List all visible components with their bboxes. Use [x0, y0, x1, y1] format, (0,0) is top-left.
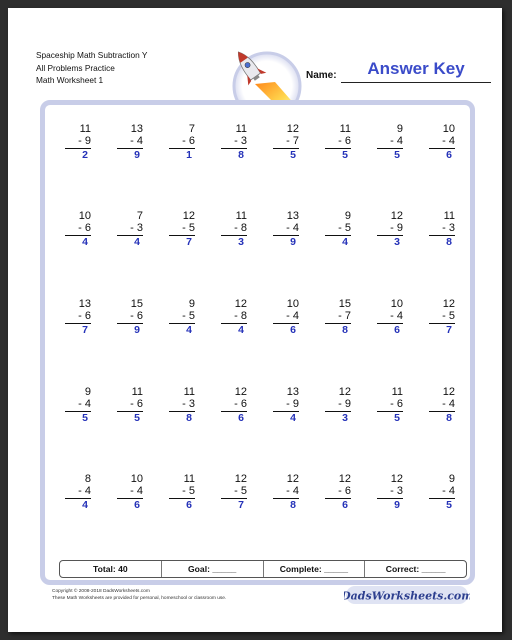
problems-board [40, 100, 475, 585]
worksheet-subtitle: All Problems Practice [36, 62, 115, 73]
worksheet-title: Spaceship Math Subtraction Y [36, 50, 148, 60]
answer: 5 [394, 412, 400, 424]
minuend: 9 [344, 210, 351, 222]
answer: 9 [134, 149, 140, 161]
subtrahend: - 4 [377, 135, 403, 149]
answer: 9 [394, 499, 400, 511]
answer: 8 [238, 149, 244, 161]
minuend: 10 [130, 473, 143, 485]
answer: 6 [342, 499, 348, 511]
worksheet-number: Math Worksheet 1 [36, 75, 104, 85]
answer: 4 [290, 412, 296, 424]
answer: 3 [394, 236, 400, 248]
subtrahend: - 4 [65, 398, 91, 412]
subtrahend: - 3 [169, 398, 195, 412]
answer: 7 [186, 236, 192, 248]
complete-cell: Complete: _____ [264, 561, 366, 577]
subtrahend: - 6 [169, 135, 195, 149]
minuend: 12 [234, 473, 247, 485]
answer: 9 [134, 324, 140, 336]
subtraction-problem [429, 473, 455, 512]
subtraction-problem [325, 473, 351, 512]
subtraction-problem [169, 210, 195, 249]
minuend: 12 [286, 473, 299, 485]
subtrahend: - 4 [429, 485, 455, 499]
subtraction-problem [325, 386, 351, 425]
name-line [341, 82, 491, 83]
subtrahend: - 4 [117, 135, 143, 149]
subtrahend: - 9 [65, 135, 91, 149]
subtrahend: - 4 [429, 398, 455, 412]
minuend: 15 [338, 298, 351, 310]
minuend: 9 [84, 386, 91, 398]
subtrahend: - 6 [325, 485, 351, 499]
subtrahend: - 4 [377, 310, 403, 324]
subtraction-problem [117, 473, 143, 512]
answer: 7 [238, 499, 244, 511]
answer: 4 [82, 236, 88, 248]
subtrahend: - 5 [221, 485, 247, 499]
subtrahend: - 6 [377, 398, 403, 412]
subtraction-problem [117, 298, 143, 337]
minuend: 12 [234, 298, 247, 310]
answer: 4 [186, 324, 192, 336]
answer: 6 [238, 412, 244, 424]
minuend: 7 [136, 210, 143, 222]
subtrahend: - 5 [325, 222, 351, 236]
subtrahend: - 5 [169, 485, 195, 499]
answer: 5 [290, 149, 296, 161]
answer: 9 [290, 236, 296, 248]
minuend: 12 [286, 123, 299, 135]
subtraction-problem [221, 298, 247, 337]
minuend: 10 [390, 298, 403, 310]
answer: 8 [290, 499, 296, 511]
minuend: 12 [234, 386, 247, 398]
subtrahend: - 6 [221, 398, 247, 412]
minuend: 11 [183, 386, 195, 398]
subtraction-problem [377, 210, 403, 249]
answer: 6 [290, 324, 296, 336]
goal-cell: Goal: _____ [162, 561, 264, 577]
subtrahend: - 7 [273, 135, 299, 149]
subtraction-problem [169, 473, 195, 512]
answer: 6 [134, 499, 140, 511]
subtrahend: - 6 [65, 222, 91, 236]
subtrahend: - 9 [325, 398, 351, 412]
subtraction-problem [377, 298, 403, 337]
minuend: 12 [182, 210, 195, 222]
subtraction-problem [273, 210, 299, 249]
subtraction-problem [65, 210, 91, 249]
minuend: 13 [286, 210, 299, 222]
minuend: 11 [235, 123, 247, 135]
worksheet-page [8, 8, 502, 632]
subtraction-problem [273, 386, 299, 425]
minuend: 15 [130, 298, 143, 310]
subtrahend: - 4 [117, 485, 143, 499]
answer: 4 [342, 236, 348, 248]
minuend: 12 [442, 298, 455, 310]
answer: 1 [186, 149, 192, 161]
subtrahend: - 3 [117, 222, 143, 236]
minuend: 11 [183, 473, 195, 485]
problems-grid [45, 105, 470, 580]
minuend: 11 [443, 210, 455, 222]
answer: 4 [82, 499, 88, 511]
worksheet-title-block [36, 49, 147, 87]
subtraction-problem [65, 298, 91, 337]
score-bar [59, 560, 467, 578]
dadsworksheets-logo [344, 584, 470, 606]
subtrahend: - 6 [325, 135, 351, 149]
subtrahend: - 4 [273, 310, 299, 324]
subtraction-problem [65, 123, 91, 162]
subtrahend: - 4 [273, 222, 299, 236]
subtraction-problem [273, 298, 299, 337]
minuend: 12 [390, 473, 403, 485]
minuend: 9 [188, 298, 195, 310]
subtraction-problem [117, 210, 143, 249]
subtraction-problem [429, 298, 455, 337]
minuend: 12 [338, 473, 351, 485]
copyright-line: Copyright © 2008-2018 DadsWorksheets.com [52, 589, 150, 594]
subtraction-problem [221, 210, 247, 249]
answer: 3 [342, 412, 348, 424]
minuend: 10 [286, 298, 299, 310]
subtrahend: - 3 [377, 485, 403, 499]
subtraction-problem [65, 386, 91, 425]
answer: 8 [186, 412, 192, 424]
subtraction-problem [377, 473, 403, 512]
answer: 2 [82, 149, 88, 161]
subtraction-problem [221, 386, 247, 425]
minuend: 12 [390, 210, 403, 222]
subtraction-problem [117, 123, 143, 162]
subtrahend: - 5 [169, 222, 195, 236]
subtrahend: - 4 [65, 485, 91, 499]
minuend: 9 [448, 473, 455, 485]
minuend: 12 [442, 386, 455, 398]
subtrahend: - 9 [377, 222, 403, 236]
subtraction-problem [117, 386, 143, 425]
answer: 6 [446, 149, 452, 161]
subtraction-problem [273, 123, 299, 162]
subtrahend: - 6 [65, 310, 91, 324]
subtraction-problem [221, 123, 247, 162]
subtrahend: - 5 [169, 310, 195, 324]
copyright-notice [52, 589, 226, 602]
subtrahend: - 4 [429, 135, 455, 149]
subtraction-problem [325, 123, 351, 162]
minuend: 8 [84, 473, 91, 485]
minuend: 13 [130, 123, 143, 135]
answer-key-title: Answer Key [367, 59, 465, 78]
minuend: 12 [338, 386, 351, 398]
minuend: 11 [79, 123, 91, 135]
minuend: 13 [286, 386, 299, 398]
usage-line: These Math Worksheets are provided for personal, homeschool or classroom use. [52, 595, 227, 601]
answer: 6 [394, 324, 400, 336]
minuend: 9 [396, 123, 403, 135]
subtrahend: - 9 [273, 398, 299, 412]
subtraction-problem [273, 473, 299, 512]
minuend: 11 [391, 386, 403, 398]
logo-text: DadsWorksheets.com [344, 589, 470, 603]
subtrahend: - 5 [429, 310, 455, 324]
answer: 5 [134, 412, 140, 424]
subtrahend: - 6 [117, 398, 143, 412]
subtraction-problem [429, 386, 455, 425]
subtrahend: - 8 [221, 222, 247, 236]
subtraction-problem [377, 123, 403, 162]
subtraction-problem [377, 386, 403, 425]
answer: 4 [238, 324, 244, 336]
answer: 8 [342, 324, 348, 336]
subtraction-problem [325, 298, 351, 337]
subtrahend: - 3 [221, 135, 247, 149]
name-label: Name: [306, 70, 337, 81]
minuend: 10 [442, 123, 455, 135]
answer: 7 [446, 324, 452, 336]
answer: 5 [446, 499, 452, 511]
answer: 4 [134, 236, 140, 248]
answer: 5 [82, 412, 88, 424]
answer: 7 [82, 324, 88, 336]
minuend: 7 [188, 123, 195, 135]
minuend: 11 [235, 210, 247, 222]
subtrahend: - 8 [221, 310, 247, 324]
subtraction-problem [169, 123, 195, 162]
subtraction-problem [325, 210, 351, 249]
minuend: 10 [78, 210, 91, 222]
subtraction-problem [221, 473, 247, 512]
subtrahend: - 7 [325, 310, 351, 324]
answer: 6 [186, 499, 192, 511]
answer: 3 [238, 236, 244, 248]
total-cell: Total: 40 [60, 561, 162, 577]
answer: 5 [394, 149, 400, 161]
subtraction-problem [429, 123, 455, 162]
subtraction-problem [169, 386, 195, 425]
subtraction-problem [169, 298, 195, 337]
minuend: 11 [131, 386, 143, 398]
subtrahend: - 3 [429, 222, 455, 236]
subtraction-problem [429, 210, 455, 249]
minuend: 13 [78, 298, 91, 310]
minuend: 11 [339, 123, 351, 135]
correct-cell: Correct: _____ [385, 564, 446, 574]
answer: 8 [446, 236, 452, 248]
answer: 5 [342, 149, 348, 161]
subtrahend: - 4 [273, 485, 299, 499]
answer: 8 [446, 412, 452, 424]
subtraction-problem [65, 473, 91, 512]
subtrahend: - 6 [117, 310, 143, 324]
